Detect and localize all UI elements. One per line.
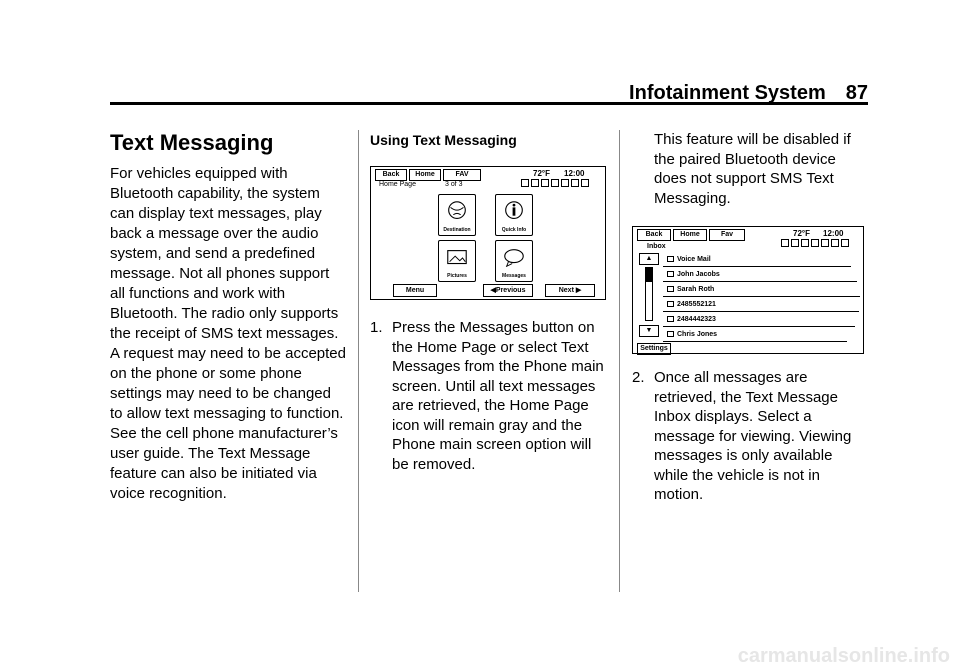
globe-icon: [445, 200, 469, 221]
previous-button[interactable]: ◀Previous: [483, 284, 533, 297]
scroll-down-button[interactable]: ▼: [639, 325, 659, 337]
step-2: [632, 368, 868, 505]
message-icon: [531, 179, 539, 187]
home-page-screen: [370, 166, 606, 300]
page-label: Home Page: [379, 181, 416, 188]
signal-icon: [561, 179, 569, 187]
column-divider-2: [619, 130, 620, 592]
column-3: [632, 130, 868, 505]
column-2: [370, 130, 606, 474]
list-item[interactable]: [663, 253, 851, 267]
step-1: [370, 318, 606, 474]
quick-info-tile[interactable]: [495, 194, 533, 236]
message-sender: Chris Jones: [677, 331, 718, 338]
battery-icon: [841, 239, 849, 247]
pictures-tile[interactable]: [438, 240, 476, 282]
envelope-icon: [667, 286, 674, 292]
back-button[interactable]: Back: [637, 229, 671, 241]
destination-tile[interactable]: [438, 194, 476, 236]
home-button[interactable]: Home: [409, 169, 441, 181]
phone-icon: [781, 239, 789, 247]
info-icon: [502, 200, 526, 221]
call-icon: [831, 239, 839, 247]
messages-icon: [502, 246, 526, 267]
bluetooth-icon: [801, 239, 809, 247]
column-divider-1: [358, 130, 359, 592]
back-button[interactable]: Back: [375, 169, 407, 181]
message-sender: John Jacobs: [677, 271, 720, 278]
speaker-icon: [811, 239, 819, 247]
speaker-icon: [551, 179, 559, 187]
pictures-label: Pictures: [447, 273, 467, 279]
inbox-title: Inbox: [647, 243, 666, 250]
call-icon: [571, 179, 579, 187]
scroll-up-button[interactable]: ▲: [639, 253, 659, 265]
column-1: [110, 130, 346, 504]
subsection-title: Using Text Messaging: [370, 132, 517, 148]
fav-button[interactable]: FAV: [443, 169, 481, 181]
message-sender: 2484442323: [677, 316, 716, 323]
inbox-screen: [632, 226, 864, 354]
quick-info-label: Quick Info: [501, 227, 527, 233]
envelope-icon: [667, 256, 674, 262]
header-rule: [110, 102, 868, 105]
temperature: 72°F: [793, 229, 810, 238]
watermark: carmanualsonline.info: [737, 645, 950, 667]
scrollbar[interactable]: [645, 267, 653, 321]
envelope-icon: [667, 316, 674, 322]
scrollbar-thumb[interactable]: [646, 268, 652, 282]
next-label: Next: [558, 287, 574, 294]
bluetooth-icon: [541, 179, 549, 187]
home-button[interactable]: Home: [673, 229, 707, 241]
intro-paragraph: For vehicles equipped with Bluetooth capability, the system can display text messages, play back a message over the audio system, and send a predefined message. Not all phones support all functions and work with Bluetooth. The radio only supports the receipt of SMS text messages. A request may need to be accepted on the phone or some phone settings may need to be changed to allow text messaging to function. See the cell phone manufacturer’s user guide. The Text Message feature can also be initiated via voice recognition.: [110, 165, 346, 502]
section-name: Infotainment System: [629, 82, 826, 104]
fav-button[interactable]: Fav: [709, 229, 745, 241]
message-sender: Sarah Roth: [677, 286, 715, 293]
page-count: 3 of 3: [445, 181, 463, 188]
message-icon: [791, 239, 799, 247]
step-1-number: 1.: [370, 319, 383, 336]
battery-icon: [581, 179, 589, 187]
signal-icon: [821, 239, 829, 247]
list-item[interactable]: [663, 313, 855, 327]
envelope-icon: [667, 331, 674, 337]
messages-tile[interactable]: [495, 240, 533, 282]
list-item[interactable]: [663, 268, 857, 282]
settings-button[interactable]: Settings: [637, 343, 671, 355]
pictures-icon: [445, 246, 469, 267]
step-2-number: 2.: [632, 369, 645, 386]
messages-label: Messages: [502, 273, 526, 279]
phone-icon: [521, 179, 529, 187]
page-number: 87: [845, 82, 868, 104]
clock: 12:00: [564, 169, 585, 178]
temperature: 72°F: [533, 169, 550, 178]
destination-label: Destination: [443, 227, 471, 233]
section-title: Text Messaging: [110, 130, 274, 155]
list-item[interactable]: [663, 298, 859, 312]
envelope-icon: [667, 301, 674, 307]
menu-button[interactable]: Menu: [393, 284, 437, 297]
message-sender: 2485552121: [677, 301, 716, 308]
envelope-icon: [667, 271, 674, 277]
next-button[interactable]: Next ▶: [545, 284, 595, 297]
list-item[interactable]: [663, 283, 860, 297]
previous-label: Previous: [495, 287, 526, 294]
list-item[interactable]: [663, 328, 847, 342]
message-sender: Voice Mail: [677, 256, 711, 263]
step-2-text: Once all messages are retrieved, the Text Message Inbox displays. Select a message for viewing. Viewing messages is only available while the vehicle is not in motion.: [654, 369, 852, 503]
step-1-text: Press the Messages button on the Home Page or select Text Messages from the Phone main screen. Until all text messages are retrieved, the Home Page icon will remain gray and the Phone main screen option will be removed.: [392, 319, 604, 473]
disabled-note: This feature will be disabled if the paired Bluetooth device does not support SMS Text Messaging.: [654, 131, 851, 207]
clock: 12:00: [823, 229, 844, 238]
